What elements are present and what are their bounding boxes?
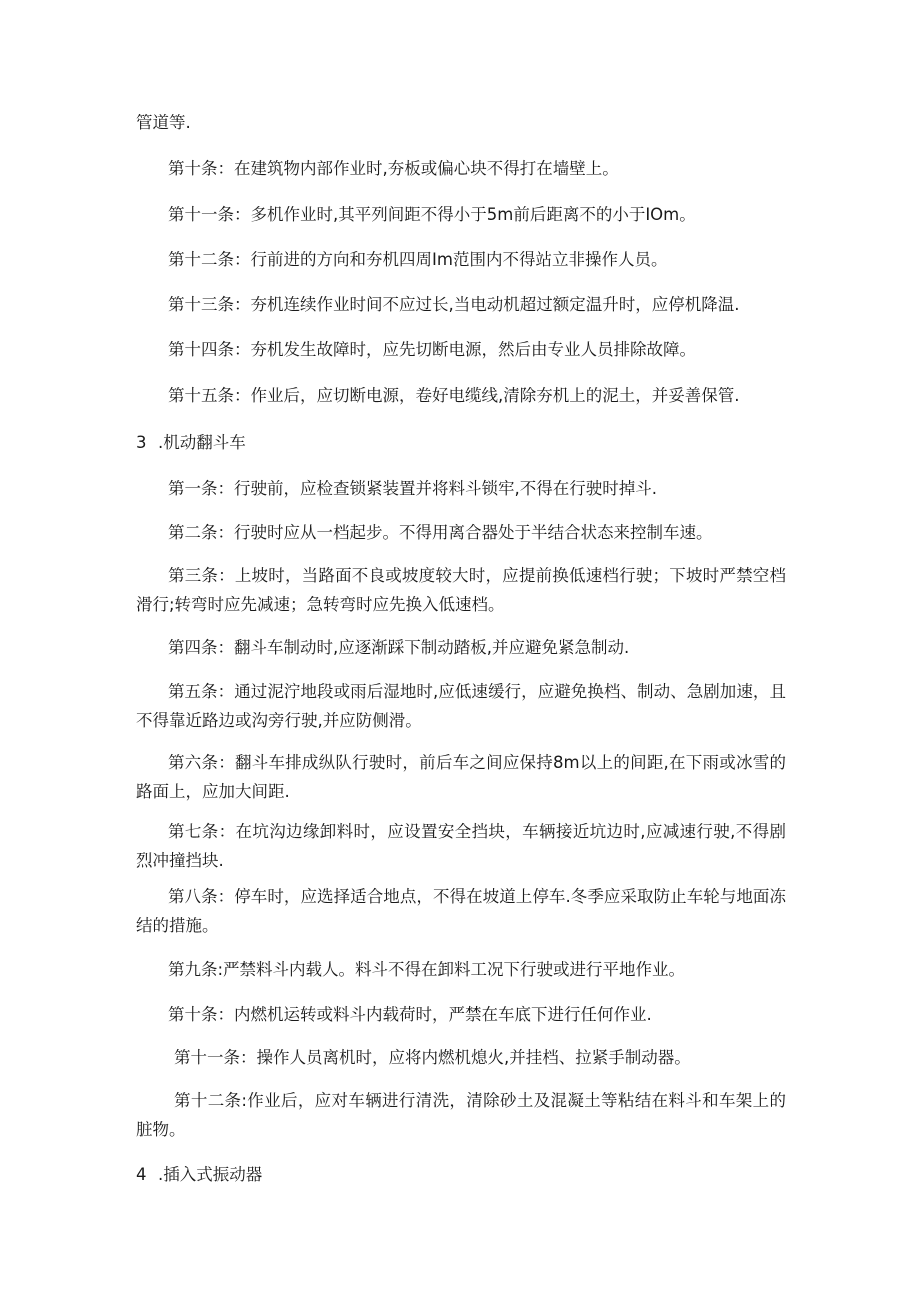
- rule-item: 第九条:严禁料斗内载人。料斗不得在卸料工况下行驶或进行平地作业。: [168, 960, 686, 979]
- continuation-text: 管道等.: [136, 113, 191, 132]
- rule-item: 第四条：翻斗车制动时,应逐渐踩下制动踏板,并应避免紧急制动.: [168, 638, 630, 657]
- section-number: 3: [136, 433, 147, 452]
- rule-item: 第八条：停车时，应选择适合地点，不得在坡道上停车.冬季应采取防止车轮与地面冻结的措施。: [136, 887, 786, 935]
- rule-item: 第十条：在建筑物内部作业时,夯板或偏心块不得打在墙壁上。: [168, 159, 619, 178]
- rule-item: 第十二条:作业后，应对车辆进行清洗，清除砂土及混凝土等粘结在料斗和车架上的脏物。: [136, 1091, 786, 1139]
- rule-item: 第十二条：行前进的方向和夯机四周Im范围内不得站立非操作人员。: [168, 250, 668, 269]
- rule-item: 第十一条：多机作业时,其平列间距不得小于5m前后距离不的小于IOm。: [168, 205, 696, 224]
- rule-item: 第十一条：操作人员离机时，应将内燃机熄火,并挂档、拉紧手制动器。: [174, 1048, 691, 1067]
- section-title: .插入式振动器: [158, 1165, 263, 1184]
- rule-item: 第十条：内燃机运转或料斗内载荷时，严禁在车底下进行任何作业.: [168, 1005, 652, 1024]
- rule-item: 第七条：在坑沟边缘卸料时，应设置安全挡块，车辆接近坑边时,应减速行驶,不得剧烈冲撞挡块.: [136, 822, 786, 870]
- section-heading-3: [136, 428, 246, 457]
- rule-item: 第五条：通过泥泞地段或雨后湿地时,应低速缓行，应避免换档、制动、急剧加速，且不得靠近路边或沟旁行驶,并应防侧滑。: [136, 682, 786, 730]
- rule-item: 第六条：翻斗车排成纵队行驶时，前后车之间应保持8m以上的间距,在下雨或冰雪的路面上，应加大间距.: [136, 753, 786, 801]
- rule-item: 第十三条：夯机连续作业时间不应过长,当电动机超过额定温升时，应停机降温.: [168, 295, 740, 314]
- section-number: 4: [136, 1165, 147, 1184]
- rule-item: 第一条：行驶前，应检查锁紧装置并将料斗锁牢,不得在行驶时掉斗.: [168, 479, 657, 498]
- rule-item: 第十四条：夯机发生故障时，应先切断电源，然后由专业人员排除故障。: [168, 340, 696, 359]
- section-title: .机动翻斗车: [158, 433, 246, 452]
- rule-item: 第十五条：作业后，应切断电源，卷好电缆线,清除夯机上的泥土，并妥善保管.: [168, 386, 740, 405]
- rule-item: 第二条：行驶时应从一档起步。不得用离合器处于半结合状态来控制车速。: [168, 523, 713, 542]
- section-heading-4: [136, 1160, 262, 1189]
- rule-item: 第三条：上坡时，当路面不良或坡度较大时，应提前换低速档行驶；下坡时严禁空档滑行;转弯时应先减速；急转弯时应先换入低速档。: [136, 566, 786, 614]
